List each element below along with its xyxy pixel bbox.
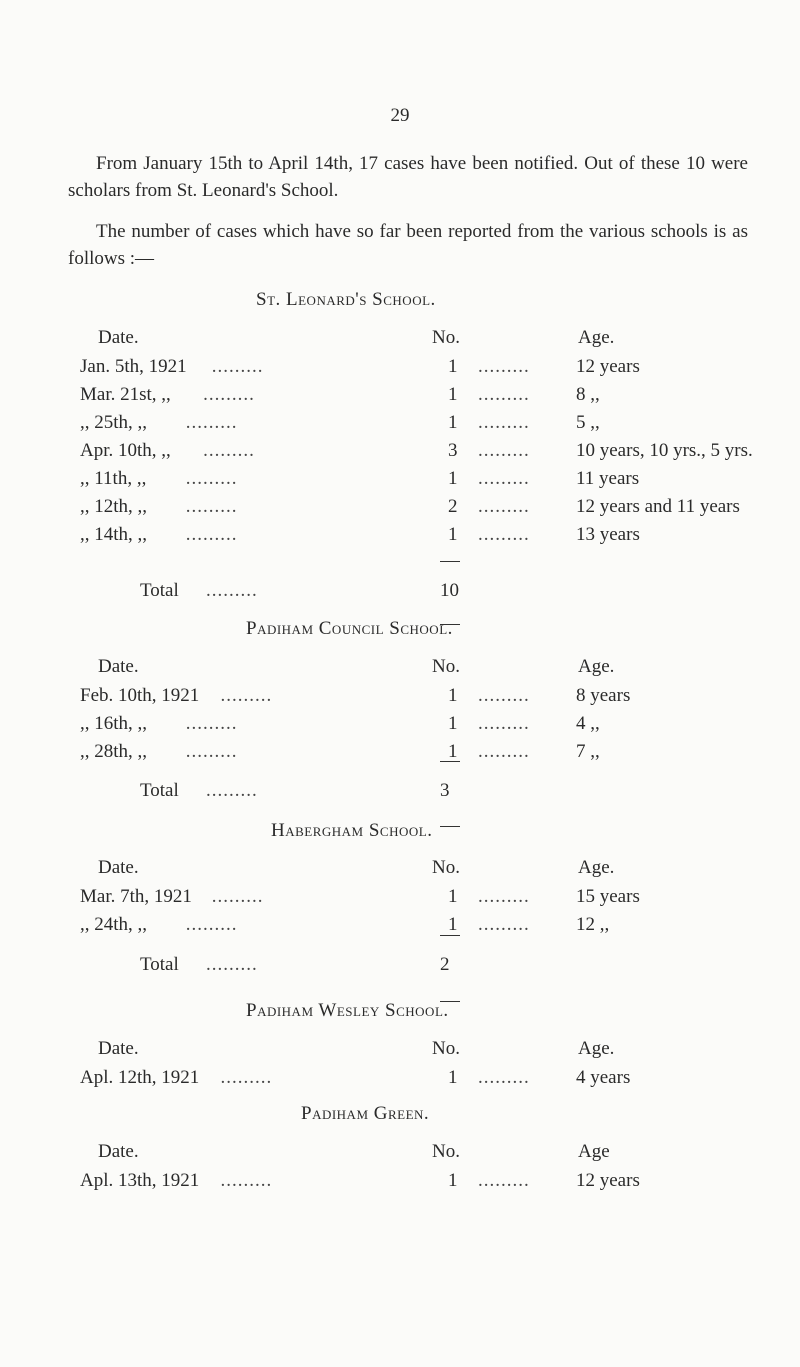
row-age: 12 ,, [576,914,610,935]
leader-dots: ......... [185,468,238,489]
leader-dots: ......... [478,1067,530,1088]
header-age: Age [578,1141,610,1162]
leader-dots: ......... [220,685,273,706]
header-no: No. [432,1038,460,1059]
leader-dots: ......... [206,580,258,601]
leader-dots: ......... [478,741,530,762]
leader-dots: ......... [478,886,530,907]
total-label: Total [140,580,179,601]
header-no: No. [432,1141,460,1162]
table-title: St. Leonard's School. [256,289,436,310]
header-date: Date. [98,656,139,677]
total-label: Total [140,780,179,801]
leader-dots: ......... [478,685,530,706]
row-no: 1 [448,741,458,762]
leader-dots: ......... [478,496,530,517]
row-no: 1 [448,1067,458,1088]
table-row [0,468,800,494]
table-row [0,496,800,522]
table-title: Padiham Green. [301,1103,430,1124]
row-age: 12 years [576,1170,640,1191]
table-row [0,741,800,767]
table-row [0,1170,800,1196]
row-age: 8 ,, [576,384,600,405]
row-age: 8 years [576,685,631,706]
total-rule-above [440,935,460,936]
leader-dots: ......... [478,524,530,545]
leader-dots: ......... [206,780,258,801]
row-age: 13 years [576,524,640,545]
leader-dots: ......... [206,954,258,975]
row-no: 1 [448,468,458,489]
table-row [0,1067,800,1093]
total-value: 10 [440,580,459,601]
header-date: Date. [98,1038,139,1059]
leader-dots: ......... [478,914,530,935]
table-row [0,685,800,711]
leader-dots: ......... [203,440,255,461]
row-age: 4 years [576,1067,631,1088]
leader-dots: ......... [478,468,530,489]
row-no: 1 [448,412,458,433]
row-age: 15 years [576,886,640,907]
leader-dots: ......... [220,1170,273,1191]
row-age: 5 ,, [576,412,600,433]
row-date: ,, 25th, ,, [80,412,148,433]
total-rule-above [440,761,460,762]
leader-dots: ......... [211,356,264,377]
header-no: No. [432,327,460,348]
row-no: 2 [448,496,458,517]
row-date: ,, 24th, ,, [80,914,148,935]
table-row [0,384,800,410]
table-row [0,524,800,550]
row-age: 4 ,, [576,713,600,734]
leader-dots: ......... [478,356,530,377]
row-date: Mar. 7th, 1921 [80,886,192,907]
table-row [0,440,800,466]
row-date: Apl. 12th, 1921 [80,1067,200,1088]
leader-dots: ......... [185,713,238,734]
total-row [0,954,800,980]
leader-dots: ......... [203,384,255,405]
table-row [0,713,800,739]
header-date: Date. [98,857,139,878]
row-no: 1 [448,713,458,734]
leader-dots: ......... [478,713,530,734]
total-rule-below [440,826,460,827]
page-number: 29 [390,105,410,126]
row-date: ,, 11th, ,, [80,468,147,489]
leader-dots: ......... [185,914,238,935]
header-age: Age. [578,1038,615,1059]
total-row [0,580,800,606]
leader-dots: ......... [478,1170,530,1191]
header-age: Age. [578,857,615,878]
table-row [0,356,800,382]
leader-dots: ......... [185,524,238,545]
header-date: Date. [98,1141,139,1162]
leader-dots: ......... [185,412,238,433]
row-age: 12 years [576,356,640,377]
row-date: ,, 12th, ,, [80,496,148,517]
total-rule-above [440,561,460,562]
header-no: No. [432,857,460,878]
leader-dots: ......... [185,741,238,762]
header-date: Date. [98,327,139,348]
table-row [0,412,800,438]
row-no: 1 [448,1170,458,1191]
row-age: 10 years, 10 yrs., 5 yrs. [576,440,753,461]
leader-dots: ......... [478,412,530,433]
leader-dots: ......... [478,384,530,405]
row-age: 12 years and 11 years [576,496,740,517]
row-age: 11 years [576,468,640,489]
row-no: 1 [448,356,458,377]
row-no: 1 [448,886,458,907]
row-age: 7 ,, [576,741,600,762]
row-date: Apr. 10th, ,, [80,440,171,461]
intro-paragraph-1: From January 15th to April 14th, 17 cases have been notified. Out of these 10 were scholars from St. Leonard's School. [68,153,748,201]
row-no: 3 [448,440,458,461]
row-date: Apl. 13th, 1921 [80,1170,200,1191]
row-date: Jan. 5th, 1921 [80,356,187,377]
leader-dots: ......... [478,440,530,461]
row-date: ,, 14th, ,, [80,524,148,545]
header-no: No. [432,656,460,677]
row-date: ,, 28th, ,, [80,741,148,762]
total-label: Total [140,954,179,975]
row-date: ,, 16th, ,, [80,713,148,734]
leader-dots: ......... [211,886,264,907]
leader-dots: ......... [220,1067,273,1088]
table-title: Padiham Wesley School. [246,1000,449,1021]
table-row [0,886,800,912]
header-age: Age. [578,656,615,677]
row-no: 1 [448,524,458,545]
total-value: 2 [440,954,450,975]
table-title: Padiham Council School. [246,618,453,639]
row-date: Mar. 21st, ,, [80,384,171,405]
leader-dots: ......... [185,496,238,517]
intro-paragraph-2: The number of cases which have so far been reported from the various schools is as follows :— [68,221,748,269]
row-no: 1 [448,384,458,405]
table-row [0,914,800,940]
table-title: Habergham School. [271,820,433,841]
total-value: 3 [440,780,450,801]
row-date: Feb. 10th, 1921 [80,685,200,706]
row-no: 1 [448,685,458,706]
total-row [0,780,800,806]
header-age: Age. [578,327,615,348]
row-no: 1 [448,914,458,935]
